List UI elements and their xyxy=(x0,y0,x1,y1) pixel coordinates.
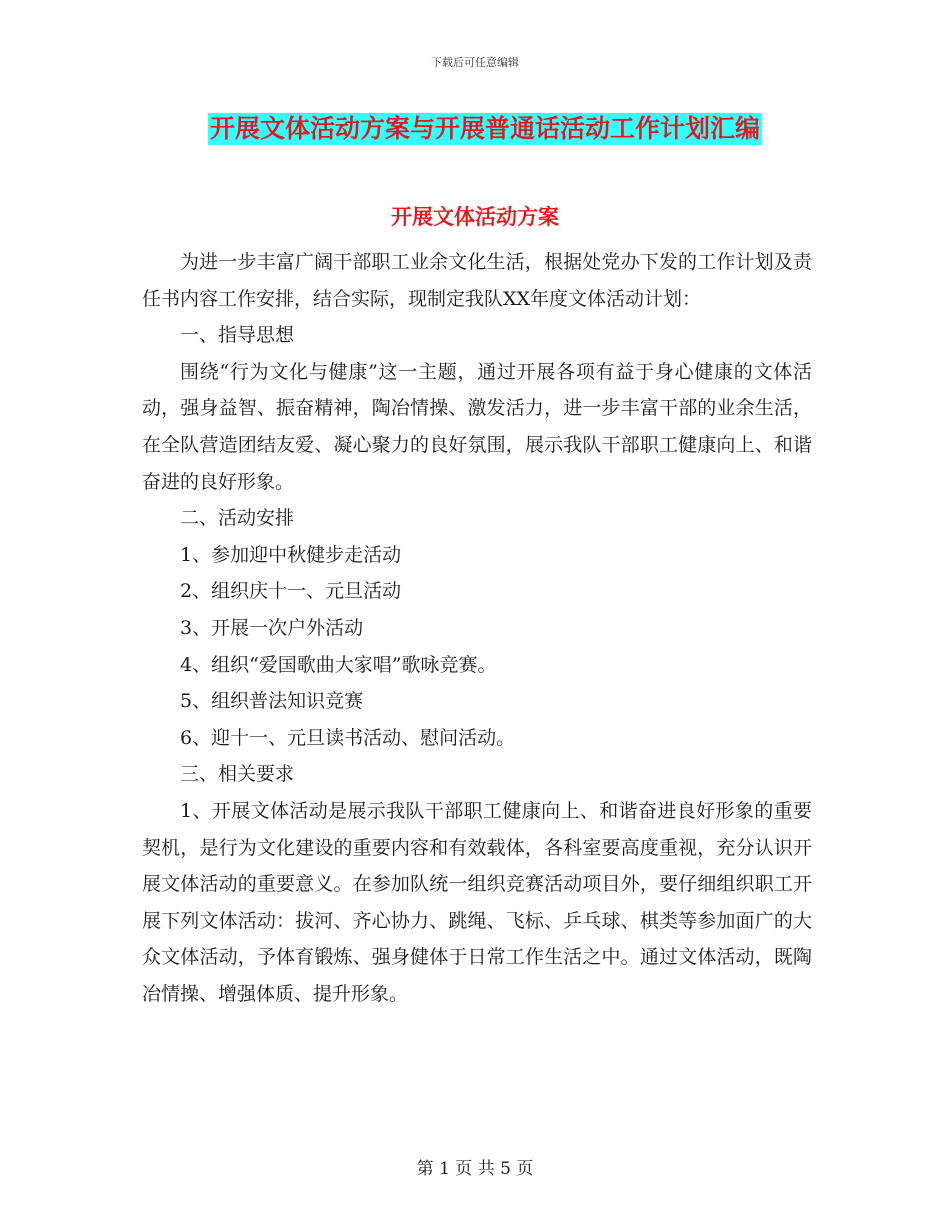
heading-requirements: 三、相关要求 xyxy=(180,763,295,786)
section-title: 开展文体活动方案 xyxy=(391,204,559,229)
intro-paragraph: 为进一步丰富广阔干部职工业余文化生活，根据处党办下发的工作计划及责任书内容工作安排，结合实际，现制定我队XX年度文体活动计划： xyxy=(142,251,812,310)
activity-item: 3、开展一次户外活动 xyxy=(180,616,364,639)
document-title: 开展文体活动方案与开展普通话活动工作计划汇编 xyxy=(210,114,761,143)
guiding-principle-paragraph: 围绕“行为文化与健康”这一主题，通过开展各项有益于身心健康的文体活动，强身益智、振奋精神，陶冶情操、激发活力，进一步丰富干部的业余生活，在全队营造团结友爱、凝心聚力的良好氛围，展示我队干部职工健康向上、和谐奋进的良好形象。 xyxy=(142,360,812,493)
activity-item: 1、参加迎中秋健步走活动 xyxy=(180,543,402,566)
activity-item: 2、组织庆十一、元旦活动 xyxy=(180,580,402,603)
activity-item: 6、迎十一、元旦读书活动、慰问活动。 xyxy=(180,726,516,749)
document-body xyxy=(142,244,812,1012)
activity-item: 4、组织“爱国歌曲大家唱”歌咏竞赛。 xyxy=(180,653,497,676)
requirement-paragraph: 1、开展文体活动是展示我队干部职工健康向上、和谐奋进良好形象的重要契机，是行为文化建设的重要内容和有效载体，各科室要高度重视，充分认识开展文体活动的重要意义。在参加队统一组织竞赛活动项目外，要仔细组织职工开展下列文体活动：拔河、齐心协力、跳绳、飞标、乒乓球、棋类等参加面广的大众文体活动，予体育锻炼、强身健体于日常工作生活之中。通过文体活动，既陶冶情操、增强体质、提升形象。 xyxy=(142,799,812,1005)
heading-activity-arrangement: 二、活动安排 xyxy=(180,507,295,530)
header-note: 下载后可任意编辑 xyxy=(431,56,519,69)
page-footer: 第 1 页 共 5 页 xyxy=(416,1159,534,1179)
activity-item: 5、组织普法知识竞赛 xyxy=(180,690,364,713)
heading-guiding-principle: 一、指导思想 xyxy=(180,324,295,347)
